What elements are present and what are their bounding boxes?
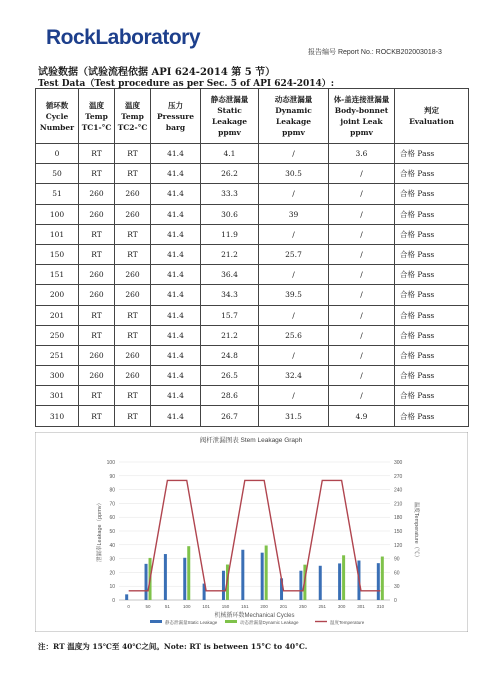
table-cell: / (329, 386, 395, 406)
y-tick-label: 80 (109, 487, 115, 494)
table-row (36, 285, 469, 305)
table-cell: / (259, 265, 329, 285)
table-cell: 51 (36, 184, 79, 204)
table-cell: 4.9 (329, 406, 395, 426)
legend-label: 静态泄漏量Static Leakage (165, 620, 218, 625)
x-tick-label: 151 (241, 604, 249, 609)
table-cell: / (259, 345, 329, 365)
x-tick-label: 250 (299, 604, 307, 609)
table-cell: 260 (115, 204, 151, 224)
table-cell: / (329, 164, 395, 184)
table-cell: 28.6 (201, 386, 259, 406)
table-cell: 260 (79, 265, 115, 285)
table-cell: RT (79, 224, 115, 244)
table-cell: 34.3 (201, 285, 259, 305)
column-header-line: 温度 (89, 100, 104, 110)
table-cell: 260 (79, 345, 115, 365)
company-logo: RockLaboratory (46, 26, 201, 49)
column-header-line: Body-bonnet (334, 106, 389, 115)
y2-tick-label: 270 (394, 473, 403, 480)
table-cell: 25.7 (259, 244, 329, 264)
table-row (36, 224, 469, 244)
dynamic-leakage-bar (265, 545, 268, 600)
column-header-line: ppmv (218, 128, 241, 137)
y2-tick-label: 120 (394, 542, 403, 549)
column-header (79, 89, 115, 144)
table-cell: RT (115, 406, 151, 426)
y-tick-label: 0 (112, 598, 115, 604)
x-axis-label: 机械循环数Mechanical Cycles (214, 613, 295, 619)
table-row (36, 406, 469, 426)
legend-swatch-dynamic (225, 620, 237, 623)
table-cell: 合格 Pass (395, 204, 469, 224)
table-cell: 合格 Pass (395, 224, 469, 244)
column-header (395, 89, 469, 144)
column-header-line: Pressure (157, 111, 194, 121)
y-tick-label: 60 (109, 515, 115, 522)
y2-tick-label: 0 (394, 598, 397, 604)
column-header-line: Temp (121, 111, 144, 121)
footnote: 注：RT 温度为 15℃至 40℃之间。Note: RT is between 15°C to 40°C. (38, 642, 308, 651)
table-cell: 合格 Pass (395, 285, 469, 305)
y2-tick-label: 300 (394, 460, 403, 466)
table-cell: 4.1 (201, 144, 259, 164)
y2-axis-label: 温度Temperature（℃） (413, 501, 419, 561)
table-header-row (36, 89, 469, 144)
test-data-table (35, 88, 469, 427)
table-cell: RT (115, 305, 151, 325)
table-row (36, 305, 469, 325)
table-cell: / (329, 285, 395, 305)
stem-leakage-chart (35, 432, 468, 632)
x-tick-label: 301 (357, 604, 365, 609)
table-cell: 50 (36, 164, 79, 184)
table-row (36, 164, 469, 184)
y-tick-label: 20 (109, 570, 115, 577)
y-tick-label: 70 (109, 501, 115, 508)
table-cell: 26.7 (201, 406, 259, 426)
table-cell: 150 (36, 244, 79, 264)
table-row (36, 184, 469, 204)
table-cell: 合格 Pass (395, 184, 469, 204)
table-cell: 260 (115, 285, 151, 305)
static-leakage-bar (338, 563, 341, 600)
table-cell: RT (79, 164, 115, 184)
table-cell: 30.6 (201, 204, 259, 224)
static-leakage-bar (125, 594, 128, 600)
table-cell: RT (79, 325, 115, 345)
table-cell: / (329, 224, 395, 244)
column-header (329, 89, 395, 144)
table-cell: 41.4 (151, 244, 201, 264)
table-cell: 39.5 (259, 285, 329, 305)
table-cell: 30.5 (259, 164, 329, 184)
column-header-line: Dynamic Leakage (275, 106, 312, 126)
dynamic-leakage-bar (187, 546, 190, 600)
table-cell: 21.2 (201, 244, 259, 264)
table-cell: 260 (115, 184, 151, 204)
table-cell: / (329, 345, 395, 365)
table-cell: 合格 Pass (395, 386, 469, 406)
y-tick-label: 30 (109, 556, 115, 563)
table-cell: 260 (115, 345, 151, 365)
x-tick-label: 100 (182, 604, 191, 609)
table-cell: 33.3 (201, 184, 259, 204)
column-header-line: TC2-°C (117, 122, 148, 132)
table-cell: 合格 Pass (395, 244, 469, 264)
y-tick-label: 40 (109, 542, 115, 549)
table-cell: 合格 Pass (395, 144, 469, 164)
table-cell: 24.8 (201, 345, 259, 365)
table-cell: 41.4 (151, 366, 201, 386)
table-cell: / (259, 184, 329, 204)
table-cell: RT (115, 164, 151, 184)
column-header-line: 循环数 (45, 100, 69, 110)
table-cell: 41.4 (151, 224, 201, 244)
column-header (259, 89, 329, 144)
y2-tick-label: 150 (394, 529, 403, 535)
table-cell: / (329, 366, 395, 386)
table-cell: 151 (36, 265, 79, 285)
y2-tick-label: 240 (394, 487, 403, 494)
table-cell: 260 (115, 265, 151, 285)
table-cell: / (259, 144, 329, 164)
table-cell: 101 (36, 224, 79, 244)
y-tick-label: 10 (109, 584, 115, 591)
table-cell: / (329, 244, 395, 264)
column-header-line: 静态泄漏量 (210, 95, 249, 104)
table-cell: / (329, 265, 395, 285)
static-leakage-bar (377, 563, 380, 600)
column-header-line: 体-盖连接泄漏量 (333, 95, 390, 104)
x-tick-label: 251 (318, 604, 327, 609)
table-cell: 合格 Pass (395, 265, 469, 285)
column-header-line: barg (165, 122, 186, 132)
column-header-line: Cycle (45, 111, 69, 121)
y2-tick-label: 180 (394, 515, 403, 522)
table-cell: 41.4 (151, 305, 201, 325)
table-cell: / (259, 305, 329, 325)
table-cell: 260 (79, 285, 115, 305)
table-cell: RT (79, 244, 115, 264)
table-row (36, 325, 469, 345)
table-cell: / (329, 204, 395, 224)
column-header (151, 89, 201, 144)
column-header-line: 动态泄漏量 (274, 95, 313, 104)
x-tick-label: 101 (202, 604, 210, 609)
table-row (36, 204, 469, 224)
legend-swatch-static (150, 620, 162, 623)
table-cell: / (259, 224, 329, 244)
x-tick-label: 150 (221, 604, 230, 609)
report-number: 报告编号 Report No.: ROCKB202003018-3 (308, 49, 442, 56)
static-leakage-bar (183, 558, 186, 600)
y-tick-label: 50 (109, 529, 115, 535)
y-tick-label: 100 (106, 460, 115, 466)
static-leakage-bar (241, 550, 244, 600)
table-cell: / (329, 305, 395, 325)
table-cell: 201 (36, 305, 79, 325)
x-tick-label: 310 (376, 604, 385, 609)
table-cell: 26.2 (201, 164, 259, 184)
legend-label: 温度Temperature (330, 620, 365, 625)
chart-title: 阀杆泄漏图表 Stem Leakage Graph (199, 437, 303, 444)
table-cell: 合格 Pass (395, 164, 469, 184)
table-row (36, 366, 469, 386)
table-cell: 26.5 (201, 366, 259, 386)
table-cell: 41.4 (151, 386, 201, 406)
table-cell: 300 (36, 366, 79, 386)
x-tick-label: 300 (337, 604, 346, 609)
table-cell: 0 (36, 144, 79, 164)
static-leakage-bar (145, 564, 148, 600)
table-row (36, 386, 469, 406)
table-cell: 合格 Pass (395, 305, 469, 325)
table-cell: 15.7 (201, 305, 259, 325)
table-cell: 41.4 (151, 406, 201, 426)
table-cell: 260 (115, 366, 151, 386)
x-tick-label: 50 (145, 604, 151, 609)
table-cell: 41.4 (151, 184, 201, 204)
table-cell: 41.4 (151, 265, 201, 285)
x-tick-label: 201 (279, 604, 288, 609)
table-row (36, 345, 469, 365)
y2-tick-label: 30 (394, 584, 400, 591)
table-row (36, 265, 469, 285)
table-cell: 36.4 (201, 265, 259, 285)
table-cell: RT (79, 305, 115, 325)
table-cell: / (259, 386, 329, 406)
table-cell: 41.4 (151, 204, 201, 224)
table-cell: 250 (36, 325, 79, 345)
table-cell: 32.4 (259, 366, 329, 386)
column-header-line: TC1-°C (81, 122, 112, 132)
table-cell: 260 (79, 204, 115, 224)
table-cell: 41.4 (151, 325, 201, 345)
table-cell: 合格 Pass (395, 325, 469, 345)
x-tick-label: 0 (127, 604, 130, 609)
table-cell: 41.4 (151, 345, 201, 365)
table-cell: 200 (36, 285, 79, 305)
column-header (115, 89, 151, 144)
chart-svg (35, 432, 468, 632)
column-header (201, 89, 259, 144)
x-tick-label: 51 (164, 604, 170, 609)
static-leakage-bar (222, 571, 225, 600)
column-header-line: ppmv (350, 128, 373, 137)
y2-tick-label: 90 (394, 556, 400, 563)
column-header-line: Temp (85, 111, 108, 121)
static-leakage-bar (319, 566, 322, 600)
table-cell: / (329, 184, 395, 204)
y-axis-label: 泄漏率Leakage（ppmv） (97, 499, 103, 563)
table-row (36, 244, 469, 264)
y2-tick-label: 60 (394, 570, 400, 577)
table-cell: 301 (36, 386, 79, 406)
table-cell: RT (79, 144, 115, 164)
table-cell: 合格 Pass (395, 345, 469, 365)
column-header-line: joint Leak (340, 117, 383, 126)
dynamic-leakage-bar (381, 557, 384, 600)
static-leakage-bar (261, 553, 264, 600)
table-cell: 合格 Pass (395, 366, 469, 386)
table-cell: 3.6 (329, 144, 395, 164)
table-cell: 25.6 (259, 325, 329, 345)
table-cell: RT (115, 144, 151, 164)
y2-tick-label: 210 (394, 501, 403, 508)
title-cn: 试验数据（试验流程依据 API 624-2014 第 5 节） (38, 67, 276, 78)
table-cell: 31.5 (259, 406, 329, 426)
dynamic-leakage-bar (342, 555, 345, 600)
column-header-line: 判定 (424, 106, 439, 115)
table-cell: RT (115, 386, 151, 406)
static-leakage-bar (299, 571, 302, 600)
table-cell: RT (115, 244, 151, 264)
table-cell: 100 (36, 204, 79, 224)
table-cell: RT (79, 386, 115, 406)
table-cell: 11.9 (201, 224, 259, 244)
column-header (36, 89, 79, 144)
table-cell: 41.4 (151, 164, 201, 184)
column-header-line: Evaluation (409, 117, 454, 126)
column-header-line: 温度 (125, 100, 140, 110)
table-cell: 41.4 (151, 285, 201, 305)
title-en: Test Data（Test procedure as per Sec. 5 of API 624-2014）: (38, 79, 335, 89)
x-tick-label: 200 (260, 604, 268, 609)
static-leakage-bar (164, 554, 167, 600)
column-header-line: 压力 (168, 100, 183, 110)
table-cell: 41.4 (151, 144, 201, 164)
table-row (36, 144, 469, 164)
column-header-line: ppmv (282, 128, 305, 137)
table-cell: RT (79, 406, 115, 426)
table-cell: / (329, 325, 395, 345)
table-cell: 251 (36, 345, 79, 365)
column-header-line: Static Leakage (212, 106, 247, 126)
y-tick-label: 90 (109, 473, 115, 480)
legend-label: 动态泄漏量Dynamic Leakage (240, 620, 299, 625)
table-cell: 310 (36, 406, 79, 426)
table-cell: 260 (79, 366, 115, 386)
table-cell: RT (115, 224, 151, 244)
table-cell: RT (115, 325, 151, 345)
column-header-line: Number (39, 122, 75, 132)
table-cell: 合格 Pass (395, 406, 469, 426)
table-cell: 39 (259, 204, 329, 224)
table-cell: 260 (79, 184, 115, 204)
table-cell: 21.2 (201, 325, 259, 345)
